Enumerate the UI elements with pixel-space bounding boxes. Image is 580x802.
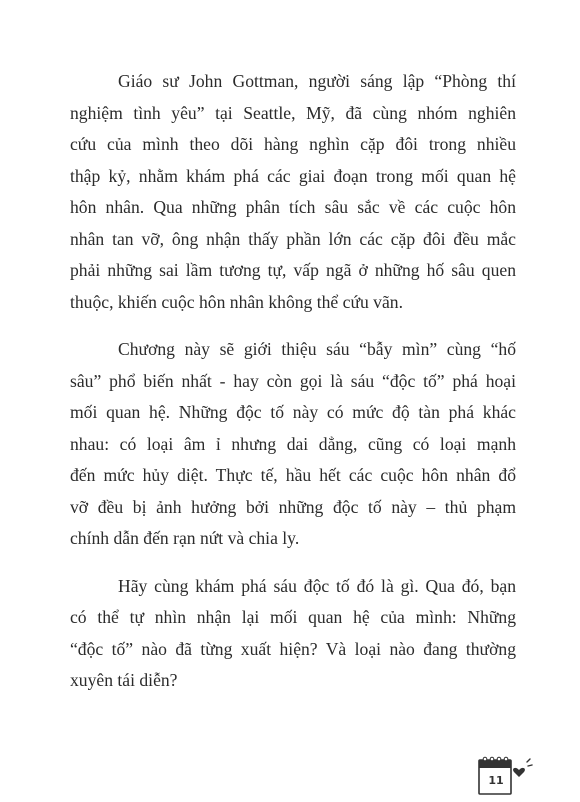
text-line: thuộc, khiến cuộc hôn nhân không thể cứu vãn. [70,291,403,312]
text-line: thập kỷ, nhằm khám phá các giai đoạn trong mối quan hệ [70,165,516,186]
text-line: nghiệm tình yêu” tại Seattle, Mỹ, đã cùng nhóm nghiên [70,102,516,123]
text-line: sâu” phổ biến nhất - hay còn gọi là sáu “độc tố” phá hoại [70,370,516,391]
text-line: phải những sai lầm tương tự, vấp ngã ở những hố sâu quen [70,260,516,280]
text-line: nhau: có loại âm ỉ nhưng dai dẳng, cũng có loại mạnh [70,433,516,454]
page-number: 11 [488,774,504,787]
text-line: mối quan hệ. Những độc tố này có mức độ tàn phá khác [70,402,516,422]
page-footer [473,748,535,798]
text-line: hôn nhân. Qua những phân tích sâu sắc về các cuộc hôn [70,197,516,217]
text-line: xuyên tái diễn? [70,670,178,690]
text-line: đến mức hủy diệt. Thực tế, hầu hết các cuộc hôn nhân đổ [70,465,516,485]
text-line: vỡ đều bị ảnh hưởng bởi những độc tố này – thủ phạm [70,496,516,517]
paragraph-3 [70,571,516,697]
text-line: “độc tố” nào đã từng xuất hiện? Và loại nào đang thường [70,638,516,659]
text-line: chính dẫn đến rạn nứt và chia ly. [70,528,300,548]
body-text [70,66,516,713]
calendar-heart-icon [473,748,535,798]
paragraph-2 [70,334,516,555]
text-line: Giáo sư John Gottman, người sáng lập “Phòng thí [118,71,516,91]
text-line: cứu của mình theo dõi hàng nghìn cặp đôi trong nhiều [70,134,516,154]
text-line: Hãy cùng khám phá sáu độc tố đó là gì. Qua đó, bạn [118,575,516,596]
paragraph-1 [70,66,516,318]
text-line: Chương này sẽ giới thiệu sáu “bẫy mìn” cùng “hố [118,339,516,359]
text-line: có thể tự nhìn nhận lại mối quan hệ của mình: Những [70,607,516,627]
text-line: nhân tan vỡ, ông nhận thấy phần lớn các cặp đôi đều mắc [70,228,516,249]
